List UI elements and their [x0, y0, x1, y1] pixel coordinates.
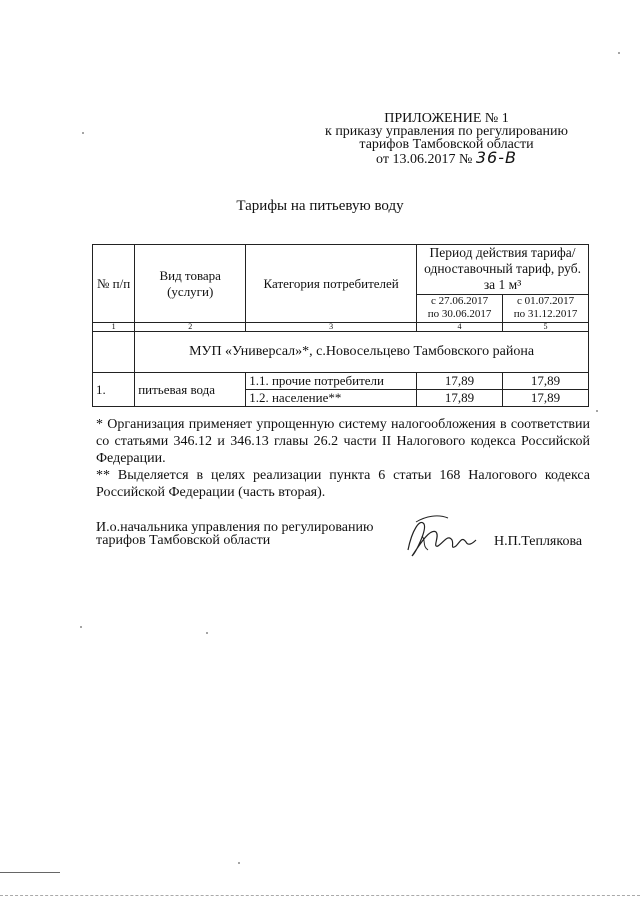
- document-title: Тарифы на питьевую воду: [236, 198, 404, 214]
- period2-from: с 01.07.2017: [516, 295, 575, 308]
- tariffs-table: [92, 244, 589, 407]
- row-tariff-period1: 17,89: [417, 373, 503, 390]
- row-product: питьевая вода: [135, 373, 246, 407]
- period1-from: с 27.06.2017: [430, 295, 489, 308]
- appendix-date-line: [325, 148, 568, 167]
- scan-speck: [80, 626, 82, 628]
- header-period: Период действия тарифа/одноставочный тариф, руб. за 1 м³: [417, 245, 589, 295]
- scan-speck: [596, 410, 598, 412]
- organization-blank: [93, 332, 135, 373]
- handwritten-order-number: 36-В: [475, 148, 517, 167]
- signatory-position-line2: тарифов Тамбовской области: [96, 533, 271, 548]
- signatory-position: [96, 521, 373, 547]
- period2-to: по 31.12.2017: [513, 308, 578, 321]
- organization-name: МУП «Универсал»*, с.Новосельцево Тамбовского района: [135, 332, 589, 373]
- scan-edge-line: [0, 872, 60, 873]
- appendix-title: ПРИЛОЖЕНИЕ № 1: [384, 111, 509, 126]
- signatory-name: Н.П.Теплякова: [494, 534, 583, 549]
- period1-to: по 30.06.2017: [427, 308, 492, 321]
- row-tariff-period2: 17,89: [503, 390, 589, 407]
- header-category: Категория потребителей: [246, 245, 417, 323]
- header-num: № п/п: [93, 245, 135, 323]
- scan-speck: [618, 52, 620, 54]
- header-product: Вид товара (услуги): [135, 245, 246, 323]
- header-period1: [417, 294, 503, 322]
- table-header-row: [93, 245, 589, 295]
- row-num: 1.: [93, 373, 135, 407]
- column-number: 3: [246, 323, 417, 332]
- column-numbers-row: [93, 323, 589, 332]
- footnote-vat: ** Выделяется в целях реализации пункта 6 статьи 168 Налогового кодекса Российской Федерации (часть вторая).: [96, 468, 590, 500]
- column-number: 5: [503, 323, 589, 332]
- column-number: 2: [135, 323, 246, 332]
- scan-bottom-edge: [0, 895, 640, 897]
- column-number: 4: [417, 323, 503, 332]
- organization-row: [93, 332, 589, 373]
- scan-speck: [82, 132, 84, 134]
- appendix-authority: тарифов Тамбовской области: [359, 137, 534, 152]
- row-category: 1.2. население**: [246, 390, 417, 407]
- row-tariff-period1: 17,89: [417, 390, 503, 407]
- column-number: 1: [93, 323, 135, 332]
- scan-speck: [206, 632, 208, 634]
- footnote-tax-system: * Организация применяет упрощенную систему налогообложения в соответствии со статьями 346.12 и 346.13 главы 26.2 части II Налогового кодекса Российской Федерации.: [96, 417, 590, 466]
- header-period2: [503, 294, 589, 322]
- row-tariff-period2: 17,89: [503, 373, 589, 390]
- appendix-header: [325, 112, 568, 166]
- appendix-date: от 13.06.2017 №: [376, 152, 473, 167]
- footnotes: [96, 416, 590, 501]
- handwritten-signature: [402, 510, 482, 560]
- table-row: [93, 373, 589, 390]
- appendix-order-ref: к приказу управления по регулированию: [325, 124, 568, 139]
- scan-speck: [238, 862, 240, 864]
- signatory-position-line1: И.о.начальника управления по регулированию: [96, 520, 374, 535]
- row-category: 1.1. прочие потребители: [246, 373, 417, 390]
